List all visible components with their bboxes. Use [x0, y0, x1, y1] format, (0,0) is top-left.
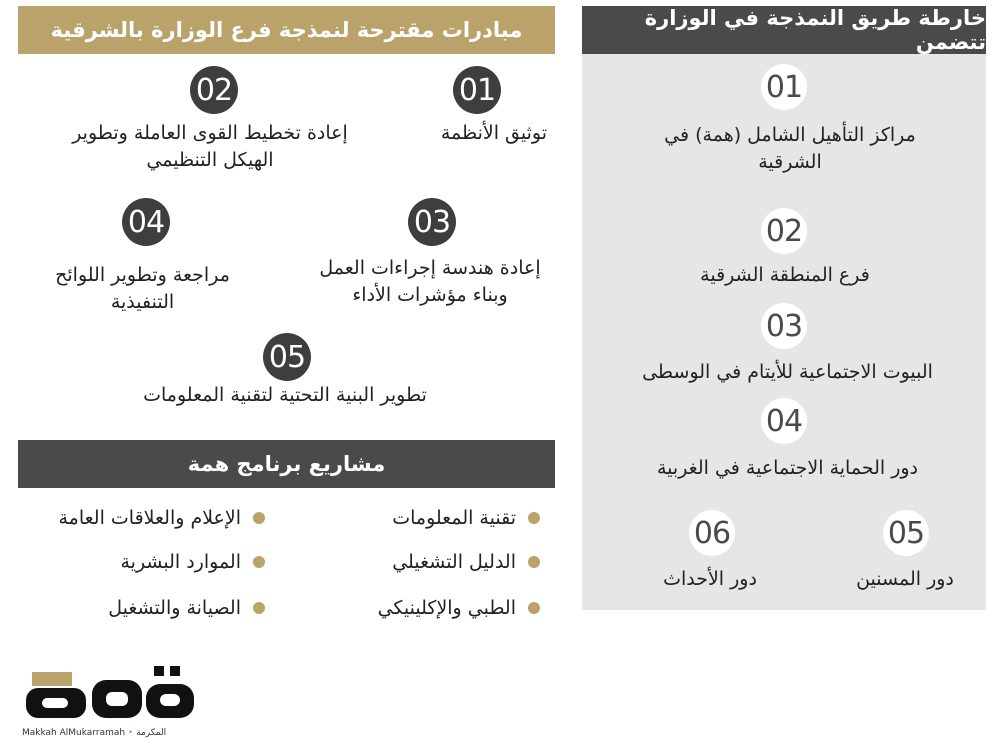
project-item	[392, 551, 540, 573]
bullet-icon	[253, 556, 265, 568]
roadmap-header	[582, 6, 986, 54]
projects-header-label: مشاريع برنامج همة	[187, 452, 386, 476]
logo-mark-icon	[22, 662, 197, 724]
project-label: تقنية المعلومات	[392, 507, 516, 529]
projects-header	[18, 440, 555, 488]
project-label: الإعلام والعلاقات العامة	[58, 507, 241, 529]
project-label: الدليل التشغيلي	[392, 551, 516, 573]
initiative-text: إعادة تخطيط القوى العاملة وتطوير الهيكل التنظيمي	[72, 122, 348, 171]
roadmap-text: فرع المنطقة الشرقية	[700, 264, 870, 286]
roadmap-text: دور الحماية الاجتماعية في الغربية	[656, 457, 919, 479]
roadmap-number: 03	[761, 303, 807, 349]
initiative-text: مراجعة وتطوير اللوائح التنفيذية	[55, 264, 230, 313]
roadmap-number: 06	[689, 510, 735, 556]
roadmap-text: دور المسنين	[856, 568, 954, 590]
initiatives-header	[18, 6, 555, 54]
logo-subtitle-ar: المكرمة	[136, 728, 167, 738]
bullet-icon	[253, 602, 265, 614]
roadmap-number: 05	[883, 510, 929, 556]
project-item	[378, 597, 540, 619]
roadmap-text: دور الأحداث	[663, 568, 757, 590]
bullet-icon	[528, 602, 540, 614]
project-item	[58, 507, 265, 529]
project-label: الصيانة والتشغيل	[108, 597, 241, 619]
initiative-number: 03	[408, 198, 456, 246]
roadmap-number: 01	[761, 64, 807, 110]
project-item	[120, 551, 265, 573]
project-item	[108, 597, 265, 619]
bullet-icon	[528, 556, 540, 568]
bullet-icon	[253, 512, 265, 524]
initiative-text: توثيق الأنظمة	[440, 122, 547, 144]
project-item	[392, 507, 540, 529]
roadmap-number: 04	[761, 398, 807, 444]
project-label: الطبي والإكلينيكي	[377, 597, 516, 619]
makkah-logo: Makkah AlMukarramah • المكرمة	[22, 662, 197, 742]
initiatives-header-label: مبادرات مقترحة لنمذجة فرع الوزارة بالشرقية	[50, 18, 523, 42]
roadmap-number: 02	[761, 208, 807, 254]
initiative-number: 05	[263, 333, 311, 381]
initiative-number: 04	[122, 198, 170, 246]
initiative-number: 02	[190, 66, 238, 114]
initiative-text: تطوير البنية التحتية لتقنية المعلومات	[143, 384, 427, 406]
initiative-number: 01	[453, 66, 501, 114]
roadmap-header-label: خارطة طريق النمذجة في الوزارة تتضمن	[644, 6, 986, 54]
initiative-text: إعادة هندسة إجراءات العمل وبناء مؤشرات الأداء	[319, 257, 541, 306]
bullet-icon	[528, 512, 540, 524]
roadmap-text: مراكز التأهيل الشامل (همة) في الشرقية	[664, 124, 916, 173]
roadmap-text: البيوت الاجتماعية للأيتام في الوسطى	[642, 361, 933, 383]
logo-subtitle-en: Makkah AlMukarramah	[22, 728, 126, 738]
project-label: الموارد البشرية	[120, 551, 241, 573]
